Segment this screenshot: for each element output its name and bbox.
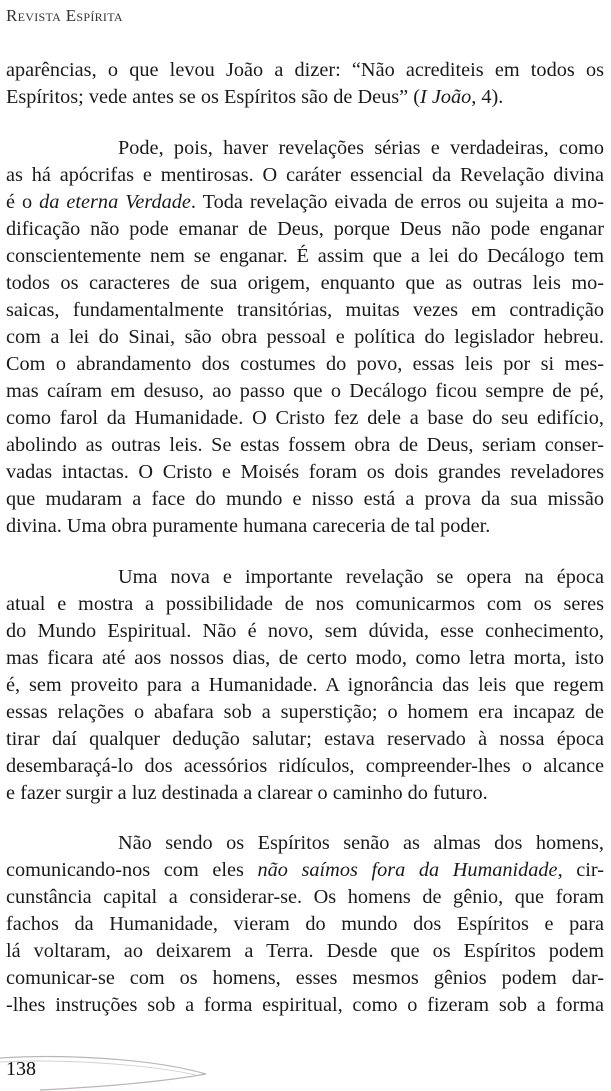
text-run: saicas, fundamentalmente transitórias, muitas vezes em contradição xyxy=(6,299,604,321)
paragraph-3 xyxy=(6,564,604,807)
italic-text: I João, xyxy=(420,86,477,108)
text-run: é, sem proveito para a Humanidade. A ignorância das leis que regem xyxy=(6,674,604,696)
text-run: conscientemente nem se enganar. É assim que a lei do Decálogo tem xyxy=(6,245,604,267)
text-run: cunstância capital a considerar-se. Os homens de gênio, que foram xyxy=(6,886,604,908)
text-run: divina. Uma obra puramente humana careceria de tal poder. xyxy=(6,515,491,537)
text-line xyxy=(6,459,604,486)
text-run: vadas intactas. O Cristo e Moisés foram os dois grandes reveladores xyxy=(6,461,604,483)
text-run: mas caíram em desuso, ao passo que o Decálogo ficou sempre de pé, xyxy=(6,380,604,402)
text-run: as há apócrifas e mentirosas. O caráter essencial da Revelação divina xyxy=(6,164,604,186)
text-run: essas relações o abafara sob a superstição; o homem era incapaz de xyxy=(6,701,604,723)
text-run: comunicar-se com os homens, esses mesmos gênios podem dar- xyxy=(6,967,604,989)
page-number: 138 xyxy=(6,1058,36,1080)
text-line xyxy=(6,270,604,297)
text-run: com a lei do Sinai, são obra pessoal e política do legislador hebreu. xyxy=(6,326,604,348)
text-line xyxy=(6,618,604,645)
text-line xyxy=(6,405,604,432)
italic-text: da eterna Verdade xyxy=(39,191,191,213)
text-line xyxy=(6,884,604,911)
text-run: Uma nova e importante revelação se opera na época xyxy=(118,566,604,588)
text-line xyxy=(6,135,604,162)
paragraph-2 xyxy=(6,135,604,540)
text-line xyxy=(6,57,604,84)
text-line xyxy=(6,324,604,351)
text-run: que mudaram a face do mundo e nisso está a prova da sua missão xyxy=(6,488,604,510)
text-run: todos os caracteres de sua origem, enquanto que as outras leis mo- xyxy=(6,272,604,294)
text-run: comunicando-nos com eles xyxy=(6,859,258,881)
text-line xyxy=(6,84,604,111)
text-line xyxy=(6,432,604,459)
text-line xyxy=(6,753,604,780)
text-line xyxy=(6,726,604,753)
text-run: Não sendo os Espíritos senão as almas dos homens, xyxy=(118,832,604,854)
italic-text: não saímos fora da Humanidade xyxy=(257,859,558,881)
text-line xyxy=(6,938,604,965)
text-line xyxy=(6,699,604,726)
text-run: tirar daí qualquer dedução salutar; estava reservado à nossa época xyxy=(6,728,604,750)
text-run: lá voltaram, ao deixarem a Terra. Desde que os Espíritos podem xyxy=(6,940,604,962)
text-run: como farol da Humanidade. O Cristo fez dele a base do seu edifício, xyxy=(6,407,604,429)
text-run: Pode, pois, haver revelações sérias e verdadeiras, como xyxy=(118,137,604,159)
text-run: atual e mostra a possibilidade de nos comunicarmos com os seres xyxy=(6,593,604,615)
text-line xyxy=(6,591,604,618)
text-run: e fazer surgir a luz destinada a clarear o caminho do futuro. xyxy=(6,782,488,804)
text-line xyxy=(6,486,604,513)
text-run: Espíritos; vede antes se os Espíritos são de Deus” ( xyxy=(6,86,420,108)
text-line xyxy=(6,297,604,324)
text-run: . Toda revelação eivada de erros ou sujeita a mo- xyxy=(190,191,604,213)
text-line xyxy=(6,162,604,189)
text-run: do Mundo Espiritual. Não é novo, sem dúvida, esse conhecimento, xyxy=(6,620,604,642)
text-run: dificação não pode emanar de Deus, porque Deus não pode enganar xyxy=(6,218,604,240)
text-run: desembaraçá-lo dos acessórios ridículos, compreender-lhes o alcance xyxy=(6,755,604,777)
text-line xyxy=(6,857,604,884)
text-line xyxy=(6,216,604,243)
text-line xyxy=(6,672,604,699)
text-line xyxy=(6,564,604,591)
text-run: fachos da Humanidade, vieram do mundo dos Espíritos e para xyxy=(6,913,604,935)
text-line xyxy=(6,351,604,378)
text-line xyxy=(6,513,604,540)
text-run: aparências, o que levou João a dizer: “Não acrediteis em todos os xyxy=(6,59,604,81)
text-run: Com o abrandamento dos costumes do povo, essas leis por si mes- xyxy=(6,353,604,375)
text-line xyxy=(6,645,604,672)
text-run: é o xyxy=(6,191,40,213)
text-line xyxy=(6,189,604,216)
text-run: 4). xyxy=(476,86,504,108)
text-line xyxy=(6,992,604,1019)
text-line xyxy=(6,965,604,992)
text-run: abolindo as outras leis. Se estas fossem obra de Deus, seriam conser- xyxy=(6,434,604,456)
text-line xyxy=(6,378,604,405)
paragraph-4 xyxy=(6,830,604,1019)
running-header: Revista Espírita xyxy=(6,6,123,25)
text-line xyxy=(6,243,604,270)
paragraph-1 xyxy=(6,57,604,111)
text-line xyxy=(6,911,604,938)
text-line xyxy=(6,830,604,857)
text-line xyxy=(6,780,604,807)
text-run: , cir- xyxy=(557,859,604,881)
text-run: mas ficara até aos nossos dias, de certo modo, como letra morta, isto xyxy=(6,647,604,669)
text-run: -lhes instruções sob a forma espiritual, como o fizeram sob a forma xyxy=(6,994,604,1016)
